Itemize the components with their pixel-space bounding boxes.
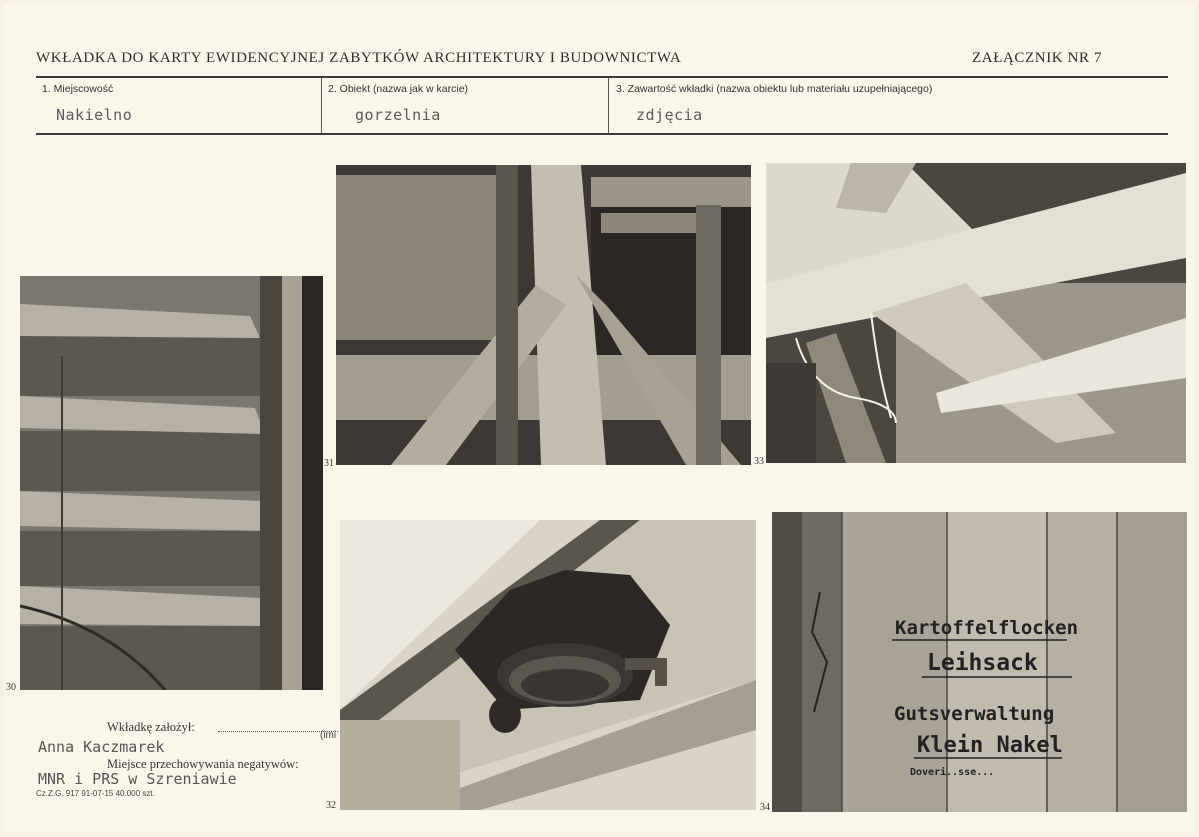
storage-value: MNR i PRS w Szreniawie bbox=[38, 770, 237, 788]
author-value: Anna Kaczmarek bbox=[38, 738, 165, 756]
header-rule-bottom bbox=[36, 133, 1168, 135]
print-info: Cz.Z.G. 917 91-07-15 40.000 szt. bbox=[36, 789, 155, 798]
photo-stenciled-board bbox=[772, 512, 1187, 812]
field-value-object: gorzelnia bbox=[355, 106, 441, 124]
stencil-line-2: Leihsack bbox=[927, 650, 1038, 676]
author-hint: (imi bbox=[320, 730, 337, 741]
field-label-object: 2. Obiekt (nazwa jak w karcie) bbox=[328, 83, 469, 95]
photo-number: 33 bbox=[754, 456, 764, 467]
photo-cast-iron-fitting bbox=[340, 520, 756, 810]
field-value-contents: zdjęcia bbox=[636, 106, 703, 124]
photo-roof-truss bbox=[336, 165, 751, 465]
stencil-line-1: Kartoffelflocken bbox=[895, 617, 1079, 639]
field-label-locality: 1. Miejscowość bbox=[42, 83, 114, 95]
author-label: Wkładkę założył: bbox=[107, 720, 195, 734]
field-separator bbox=[321, 78, 322, 134]
storage-label: Miejsce przechowywania negatywów: bbox=[107, 757, 299, 771]
header-rule-top bbox=[36, 76, 1168, 78]
field-value-locality: Nakielno bbox=[56, 106, 133, 124]
stencil-line-4: Klein Nakel bbox=[917, 733, 1063, 758]
photo-number: 32 bbox=[326, 800, 336, 811]
field-separator bbox=[608, 78, 609, 134]
photo-attic-rafters bbox=[766, 163, 1186, 463]
photo-number: 34 bbox=[760, 802, 770, 813]
card-title: WKŁADKA DO KARTY EWIDENCYJNEJ ZABYTKÓW ARCHITEKTURY I BUDOWNICTWA bbox=[36, 50, 682, 66]
stencil-line-3: Gutsverwaltung bbox=[894, 703, 1055, 725]
field-label-contents: 3. Zawartość wkładki (nazwa obiektu lub materiału uzupełniającego) bbox=[616, 83, 933, 95]
photo-number: 30 bbox=[6, 682, 16, 693]
photo-staircase bbox=[20, 276, 323, 690]
photo-number: 31 bbox=[324, 458, 334, 469]
annex-number: ZAŁĄCZNIK NR 7 bbox=[972, 50, 1103, 66]
stencil-line-5: Doveri..sse... bbox=[910, 767, 995, 778]
